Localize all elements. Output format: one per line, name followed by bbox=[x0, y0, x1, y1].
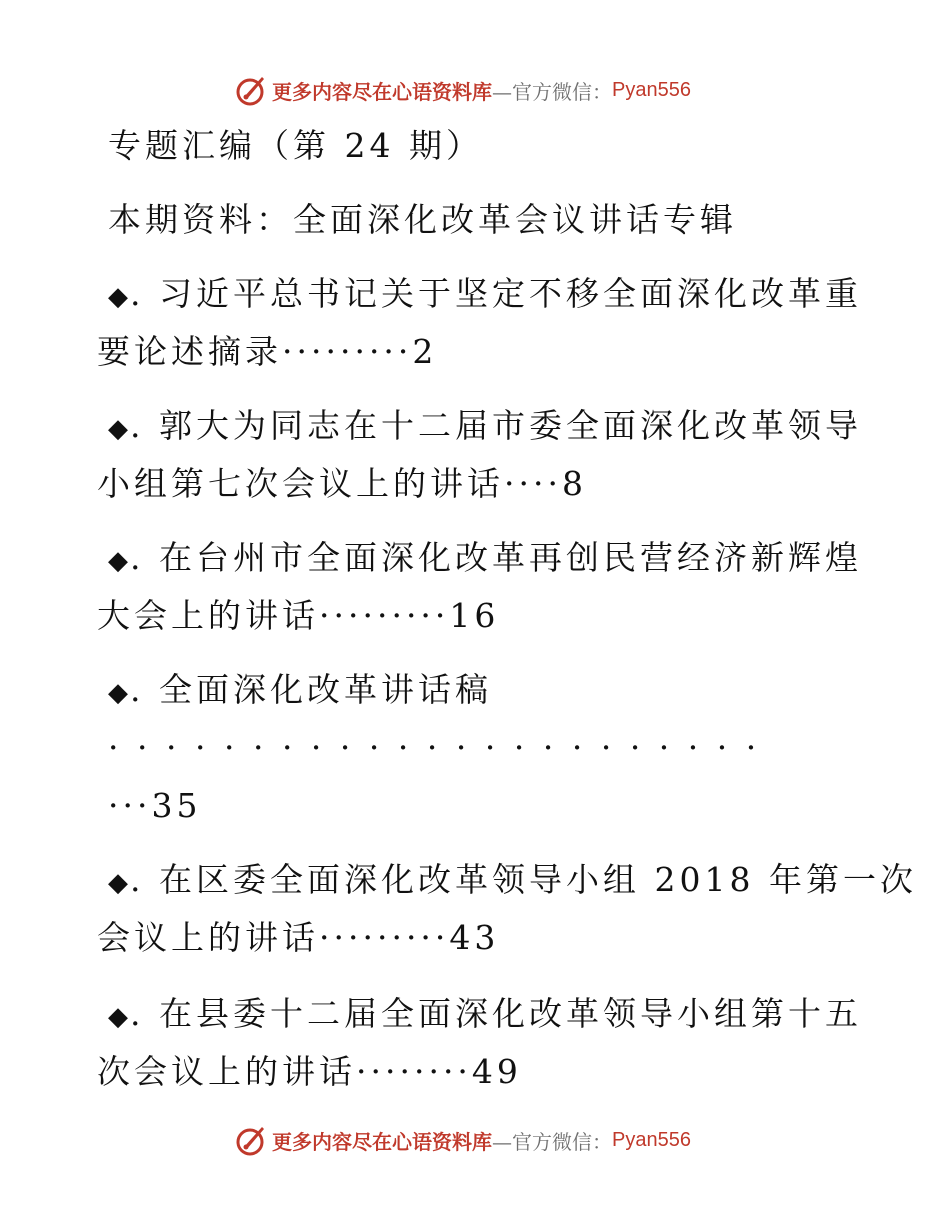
watermark-wechat-id: Pyan556 bbox=[612, 78, 691, 101]
document-subtitle: 本期资料：全面深化改革会议讲话专辑 bbox=[108, 200, 737, 239]
toc-entry-5-line1: ◆. 在区委全面深化改革领导小组 2018 年第一次 bbox=[108, 860, 917, 899]
watermark-wechat-label: —官方微信： bbox=[492, 79, 612, 104]
toc-entry-1-line1: ◆. 习近平总书记关于坚定不移全面深化改革重 bbox=[108, 274, 862, 313]
toc-entry-6-line1: ◆. 在县委十二届全面深化改革领导小组第十五 bbox=[108, 994, 862, 1033]
watermark-footer bbox=[234, 1122, 691, 1158]
watermark-wechat-id: Pyan556 bbox=[612, 1128, 691, 1151]
toc-entry-4-line1: ◆. 全面深化改革讲话稿 bbox=[108, 670, 492, 709]
watermark-site-name: 更多内容尽在心语资料库 bbox=[272, 79, 492, 104]
quill-pen-logo-icon bbox=[234, 73, 268, 107]
diamond-bullet-icon: ◆ bbox=[108, 282, 128, 312]
toc-entry-4-line3: ···35 bbox=[108, 786, 202, 825]
watermark-wechat-label: —官方微信： bbox=[492, 1129, 612, 1154]
diamond-bullet-icon: ◆ bbox=[108, 678, 128, 708]
watermark-header bbox=[234, 72, 691, 108]
diamond-bullet-icon: ◆ bbox=[108, 546, 128, 576]
document-title: 专题汇编（第 24 期） bbox=[108, 126, 483, 165]
watermark-site-name: 更多内容尽在心语资料库 bbox=[272, 1129, 492, 1154]
toc-entry-4-line2: ······················· bbox=[108, 728, 775, 767]
toc-entry-6-line2: 次会议上的讲话········49 bbox=[97, 1052, 522, 1091]
toc-entry-5-line2: 会议上的讲话·········43 bbox=[97, 918, 500, 957]
toc-entry-2-line2: 小组第七次会议上的讲话····8 bbox=[97, 464, 587, 503]
diamond-bullet-icon: ◆ bbox=[108, 414, 128, 444]
toc-entry-3-line2: 大会上的讲话·········16 bbox=[97, 596, 500, 635]
diamond-bullet-icon: ◆ bbox=[108, 868, 128, 898]
toc-entry-1-line2: 要论述摘录·········2 bbox=[97, 332, 438, 371]
toc-entry-2-line1: ◆. 郭大为同志在十二届市委全面深化改革领导 bbox=[108, 406, 862, 445]
toc-entry-3-line1: ◆. 在台州市全面深化改革再创民营经济新辉煌 bbox=[108, 538, 862, 577]
diamond-bullet-icon: ◆ bbox=[108, 1002, 128, 1032]
quill-pen-logo-icon bbox=[234, 1123, 268, 1157]
